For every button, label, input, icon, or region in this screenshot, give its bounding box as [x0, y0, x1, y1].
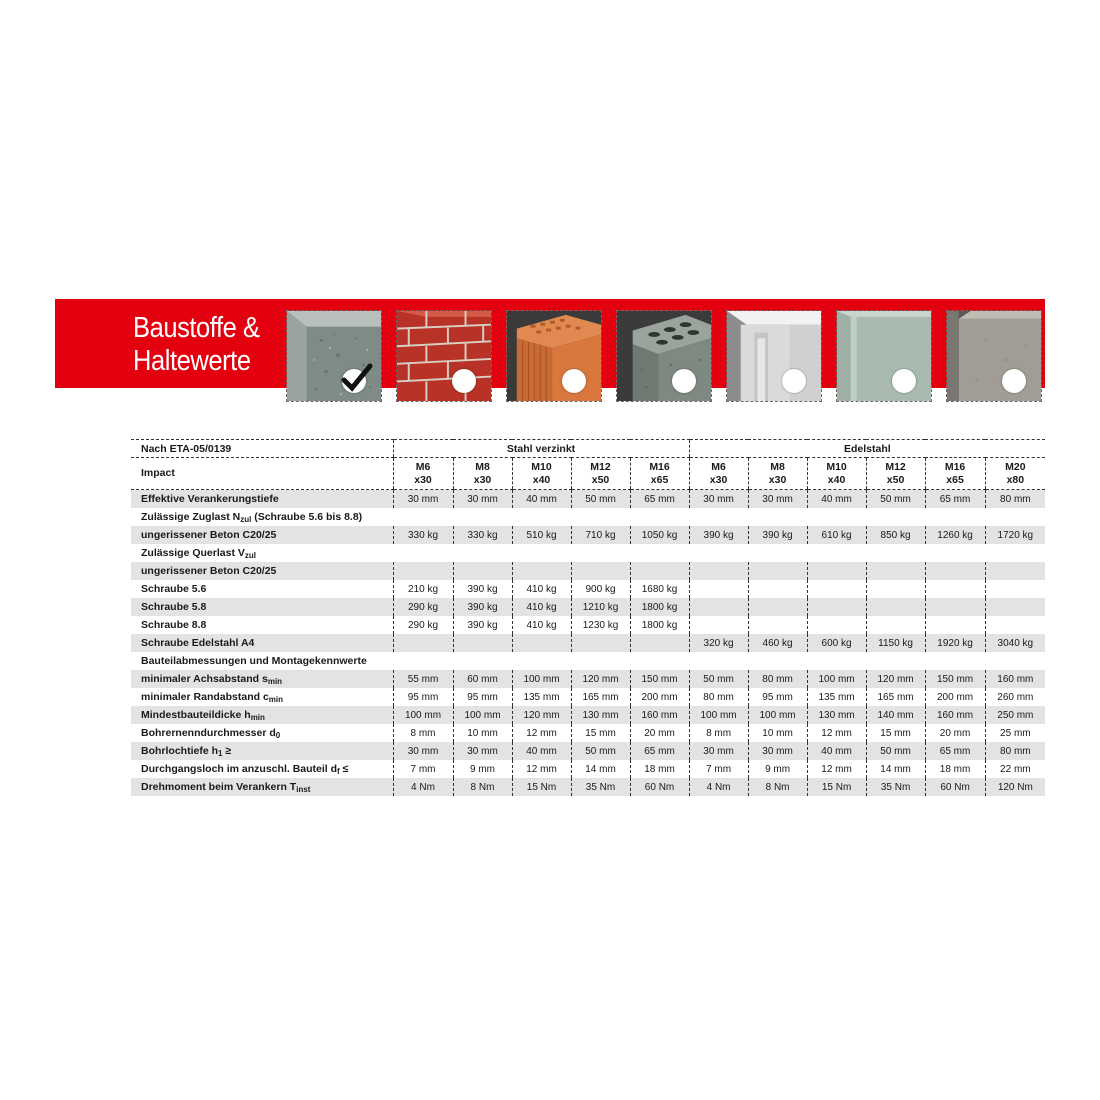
table-cell: 120 mm — [512, 706, 571, 724]
row-label — [131, 598, 393, 616]
table-cell: 1680 kg — [630, 580, 689, 598]
group-header-row — [131, 440, 1045, 458]
table-cell — [866, 598, 925, 616]
table-cell: 30 mm — [689, 490, 748, 509]
row-label — [131, 508, 1045, 526]
table-cell: 160 mm — [630, 706, 689, 724]
selection-circle — [672, 369, 696, 393]
table-cell: 150 mm — [630, 670, 689, 688]
thread-size: M12 — [590, 460, 611, 473]
table-cell: 30 mm — [453, 490, 512, 509]
row-label — [131, 562, 393, 580]
table-cell: 130 mm — [807, 706, 866, 724]
table-cell: 165 mm — [571, 688, 630, 706]
table-cell: 130 mm — [571, 706, 630, 724]
approval-label: Nach ETA-05/0139 — [131, 440, 393, 458]
table-row — [131, 634, 1045, 652]
table-cell: 15 mm — [866, 724, 925, 742]
table-cell — [748, 598, 807, 616]
table-cell: 80 mm — [985, 490, 1045, 509]
row-label — [131, 580, 393, 598]
table-cell: 250 mm — [985, 706, 1045, 724]
table-row — [131, 544, 1045, 562]
table-cell: 100 mm — [512, 670, 571, 688]
table-cell — [689, 598, 748, 616]
table-row — [131, 742, 1045, 760]
table-row — [131, 688, 1045, 706]
table-cell: 50 mm — [689, 670, 748, 688]
table-cell: 30 mm — [689, 742, 748, 760]
table-cell — [571, 562, 630, 580]
table-cell — [512, 562, 571, 580]
table-cell: 40 mm — [512, 490, 571, 509]
table-row — [131, 652, 1045, 670]
table-cell: 10 mm — [748, 724, 807, 742]
selection-circle — [562, 369, 586, 393]
anchor-length: x30 — [768, 473, 787, 486]
table-cell: 55 mm — [393, 670, 453, 688]
table-cell — [748, 562, 807, 580]
table-cell: 290 kg — [393, 616, 453, 634]
table-cell: 410 kg — [512, 580, 571, 598]
table-cell: 12 mm — [512, 724, 571, 742]
selection-circle — [782, 369, 806, 393]
table-cell — [689, 616, 748, 634]
table-cell — [393, 634, 453, 652]
table-row — [131, 778, 1045, 796]
table-cell: 210 kg — [393, 580, 453, 598]
table-cell: 50 mm — [571, 742, 630, 760]
size-header-sizes_steel-0 — [393, 458, 453, 490]
table-cell: 65 mm — [925, 742, 985, 760]
specification-table — [131, 439, 1045, 796]
table-cell: 95 mm — [453, 688, 512, 706]
table-cell: 8 Nm — [748, 778, 807, 796]
table-cell: 390 kg — [453, 616, 512, 634]
table-row — [131, 508, 1045, 526]
table-cell: 40 mm — [512, 742, 571, 760]
table-cell: 100 mm — [807, 670, 866, 688]
table-cell: 8 mm — [689, 724, 748, 742]
table-cell — [925, 562, 985, 580]
table-cell: 1150 kg — [866, 634, 925, 652]
table-cell: 7 mm — [689, 760, 748, 778]
table-cell: 50 mm — [866, 742, 925, 760]
table-cell — [393, 562, 453, 580]
table-cell: 100 mm — [393, 706, 453, 724]
table-cell: 7 mm — [393, 760, 453, 778]
table-cell: 12 mm — [807, 724, 866, 742]
table-cell: 410 kg — [512, 598, 571, 616]
table-cell: 135 mm — [807, 688, 866, 706]
row-label-subscript: f — [337, 766, 340, 776]
table-cell: 510 kg — [512, 526, 571, 544]
row-label-text: Bohrernenndurchmesser d — [141, 726, 276, 739]
lochziegel-icon[interactable] — [506, 310, 602, 402]
table-cell: 150 mm — [925, 670, 985, 688]
anchor-length: x40 — [532, 473, 551, 486]
table-cell: 390 kg — [748, 526, 807, 544]
anchor-length: x30 — [414, 473, 432, 486]
table-cell: 80 mm — [985, 742, 1045, 760]
table-row — [131, 706, 1045, 724]
table-cell — [748, 616, 807, 634]
table-row — [131, 670, 1045, 688]
table-cell: 140 mm — [866, 706, 925, 724]
anchor-length: x30 — [473, 473, 492, 486]
size-header-sizes_steel-1 — [453, 458, 512, 490]
anchor-length: x30 — [709, 473, 728, 486]
table-cell — [807, 580, 866, 598]
table-cell: 50 mm — [571, 490, 630, 509]
thread-size: M6 — [711, 460, 726, 473]
table-cell — [925, 598, 985, 616]
table-cell: 20 mm — [630, 724, 689, 742]
table-cell: 1720 kg — [985, 526, 1045, 544]
row-label-subscript: zul — [240, 514, 252, 524]
table-cell: 900 kg — [571, 580, 630, 598]
table-cell — [807, 598, 866, 616]
table-cell: 120 mm — [866, 670, 925, 688]
leichtbeton-hohlblock-icon[interactable] — [616, 310, 712, 402]
row-label — [131, 490, 393, 509]
table-cell: 260 mm — [985, 688, 1045, 706]
thread-size: M12 — [885, 460, 906, 473]
table-cell: 12 mm — [807, 760, 866, 778]
row-label-text: Effektive Verankerungstiefe — [141, 493, 279, 505]
table-cell: 14 mm — [571, 760, 630, 778]
banner-title-line1: Baustoffe & — [133, 312, 260, 344]
table-cell: 8 Nm — [453, 778, 512, 796]
size-header-sizes_stainless-4 — [925, 458, 985, 490]
table-cell: 65 mm — [925, 490, 985, 509]
table-cell — [985, 598, 1045, 616]
row-label-text: Schraube 5.6 — [141, 583, 207, 595]
table-cell: 18 mm — [630, 760, 689, 778]
row-label-text: Schraube Edelstahl A4 — [141, 637, 255, 649]
table-cell: 15 mm — [571, 724, 630, 742]
table-cell: 290 kg — [393, 598, 453, 616]
thread-size: M16 — [649, 460, 670, 473]
table-cell — [748, 580, 807, 598]
row-label-subscript: 0 — [275, 730, 281, 740]
table-cell: 4 Nm — [393, 778, 453, 796]
table-cell: 100 mm — [689, 706, 748, 724]
table-cell — [985, 562, 1045, 580]
row-label — [131, 778, 393, 796]
row-label-text: Bohrlochtiefe h — [141, 744, 219, 757]
table-cell: 8 mm — [393, 724, 453, 742]
table-cell: 600 kg — [807, 634, 866, 652]
thread-size: M16 — [944, 460, 966, 473]
table-cell — [571, 634, 630, 652]
beton-icon[interactable] — [286, 310, 382, 402]
table-cell: 35 Nm — [571, 778, 630, 796]
table-cell: 30 mm — [393, 742, 453, 760]
row-label-text: Schraube 5.8 — [141, 601, 207, 613]
row-label-text: ungerissener Beton C20/25 — [141, 565, 277, 577]
size-header-sizes_stainless-1 — [748, 458, 807, 490]
row-label-suffix: (Schraube 5.6 bis 8.8) — [251, 510, 363, 523]
row-label — [131, 670, 393, 688]
table-cell: 160 mm — [985, 670, 1045, 688]
table-cell: 1230 kg — [571, 616, 630, 634]
product-label: Impact — [131, 458, 393, 490]
row-label-text: Zulässige Querlast V — [141, 546, 245, 559]
selection-circle — [452, 369, 476, 393]
table-cell — [807, 562, 866, 580]
row-label-text: Durchgangsloch im anzuschl. Bauteil d — [141, 762, 338, 775]
table-cell: 25 mm — [985, 724, 1045, 742]
table-cell: 710 kg — [571, 526, 630, 544]
row-label — [131, 616, 393, 634]
table-cell — [689, 562, 748, 580]
table-cell — [925, 616, 985, 634]
row-label-subscript: min — [268, 694, 284, 704]
row-label-text: Mindestbauteildicke h — [141, 708, 251, 721]
table-cell: 18 mm — [925, 760, 985, 778]
table-cell: 50 mm — [866, 490, 925, 509]
row-label-text: Drehmoment beim Verankern T — [141, 780, 297, 793]
table-cell: 30 mm — [748, 742, 807, 760]
table-cell: 80 mm — [748, 670, 807, 688]
table-cell — [866, 616, 925, 634]
table-cell — [807, 616, 866, 634]
row-label-subscript: zul — [244, 550, 256, 560]
thread-size: M20 — [1005, 460, 1026, 473]
row-label-suffix: ≥ — [222, 744, 232, 757]
row-label-subscript: 1 — [218, 748, 223, 758]
thread-size: M8 — [770, 460, 785, 473]
table-cell: 30 mm — [393, 490, 453, 509]
table-cell: 1800 kg — [630, 616, 689, 634]
table-cell — [453, 634, 512, 652]
table-cell: 610 kg — [807, 526, 866, 544]
table-row — [131, 562, 1045, 580]
row-label-suffix: ≤ — [339, 762, 349, 775]
row-label — [131, 652, 1045, 670]
table-row — [131, 580, 1045, 598]
table-cell: 460 kg — [748, 634, 807, 652]
table-cell: 1050 kg — [630, 526, 689, 544]
table-cell: 30 mm — [453, 742, 512, 760]
table-row — [131, 760, 1045, 778]
table-cell: 95 mm — [393, 688, 453, 706]
table-cell: 22 mm — [985, 760, 1045, 778]
table-cell: 65 mm — [630, 742, 689, 760]
row-label-subscript: inst — [296, 784, 311, 794]
table-cell: 15 Nm — [807, 778, 866, 796]
table-cell: 1800 kg — [630, 598, 689, 616]
size-header-sizes_steel-4 — [630, 458, 689, 490]
table-cell: 3040 kg — [985, 634, 1045, 652]
row-label — [131, 526, 393, 544]
table-cell: 200 mm — [630, 688, 689, 706]
table-cell: 30 mm — [748, 490, 807, 509]
table-cell — [512, 634, 571, 652]
anchor-length: x65 — [946, 473, 964, 486]
anchor-length: x80 — [1006, 473, 1025, 486]
row-label-subscript: min — [250, 712, 265, 722]
table-row — [131, 490, 1045, 509]
porenbeton-icon[interactable] — [726, 310, 822, 402]
row-label-text: Zulässige Zuglast N — [141, 510, 241, 523]
table-row — [131, 526, 1045, 544]
table-cell: 4 Nm — [689, 778, 748, 796]
table-cell: 100 mm — [748, 706, 807, 724]
row-label — [131, 544, 1045, 562]
size-header-sizes_stainless-0 — [689, 458, 748, 490]
table-cell: 160 mm — [925, 706, 985, 724]
table-cell: 120 mm — [571, 670, 630, 688]
table-cell: 60 Nm — [630, 778, 689, 796]
group-edelstahl: Edelstahl — [689, 440, 1045, 458]
table-cell: 95 mm — [748, 688, 807, 706]
table-cell — [630, 562, 689, 580]
table-cell: 20 mm — [925, 724, 985, 742]
size-header-sizes_stainless-3 — [866, 458, 925, 490]
anchor-length: x50 — [591, 473, 610, 486]
group-stahl-verzinkt: Stahl verzinkt — [393, 440, 689, 458]
table-row — [131, 616, 1045, 634]
anchor-length: x65 — [650, 473, 669, 486]
banner-title-line2: Haltewerte — [133, 345, 251, 377]
size-header-row — [131, 458, 1045, 490]
table-cell — [866, 562, 925, 580]
row-label — [131, 760, 393, 778]
row-label — [131, 742, 393, 760]
table-cell — [985, 616, 1045, 634]
table-cell: 1210 kg — [571, 598, 630, 616]
checkmark-icon — [339, 361, 373, 395]
table-cell: 120 Nm — [985, 778, 1045, 796]
gipskarton-icon[interactable] — [836, 310, 932, 402]
row-label-text: Bauteilabmessungen und Montagekennwerte — [141, 655, 367, 667]
table-cell: 60 Nm — [925, 778, 985, 796]
table-cell — [630, 634, 689, 652]
table-cell: 80 mm — [689, 688, 748, 706]
size-header-sizes_steel-2 — [512, 458, 571, 490]
table-cell: 410 kg — [512, 616, 571, 634]
anchor-length: x50 — [886, 473, 905, 486]
row-label-text: Schraube 8.8 — [141, 619, 207, 631]
table-row — [131, 598, 1045, 616]
table-cell: 390 kg — [453, 598, 512, 616]
table-cell: 40 mm — [807, 490, 866, 509]
table-cell: 9 mm — [453, 760, 512, 778]
table-cell — [866, 580, 925, 598]
row-label-text: minimaler Achsabstand s — [141, 672, 268, 685]
selection-circle — [892, 369, 916, 393]
vollziegel-icon[interactable] — [396, 310, 492, 402]
row-label — [131, 634, 393, 652]
table-cell: 40 mm — [807, 742, 866, 760]
row-label-text: minimaler Randabstand c — [141, 690, 269, 703]
table-row — [131, 724, 1045, 742]
selection-circle — [1002, 369, 1026, 393]
table-cell — [689, 580, 748, 598]
row-label-subscript: min — [267, 676, 283, 686]
table-cell: 1920 kg — [925, 634, 985, 652]
table-cell — [985, 580, 1045, 598]
table-cell: 330 kg — [453, 526, 512, 544]
banner-title — [133, 312, 260, 378]
table-cell: 65 mm — [630, 490, 689, 509]
table-cell: 14 mm — [866, 760, 925, 778]
table-cell: 390 kg — [453, 580, 512, 598]
table-cell: 1260 kg — [925, 526, 985, 544]
anchor-length: x40 — [827, 473, 846, 486]
table-cell: 12 mm — [512, 760, 571, 778]
table-cell: 320 kg — [689, 634, 748, 652]
table-cell: 100 mm — [453, 706, 512, 724]
size-header-sizes_stainless-5 — [985, 458, 1045, 490]
table-cell: 165 mm — [866, 688, 925, 706]
thread-size: M10 — [531, 460, 552, 473]
row-label — [131, 706, 393, 724]
table-cell: 15 Nm — [512, 778, 571, 796]
naturstein-icon[interactable] — [946, 310, 1042, 402]
size-header-sizes_steel-3 — [571, 458, 630, 490]
table-cell — [925, 580, 985, 598]
thread-size: M6 — [415, 460, 431, 473]
table-cell: 10 mm — [453, 724, 512, 742]
table-cell: 135 mm — [512, 688, 571, 706]
row-label — [131, 724, 393, 742]
row-label — [131, 688, 393, 706]
table-cell: 390 kg — [689, 526, 748, 544]
size-header-sizes_stainless-2 — [807, 458, 866, 490]
table-cell: 850 kg — [866, 526, 925, 544]
table-cell — [453, 562, 512, 580]
thread-size: M10 — [826, 460, 847, 473]
table-cell: 9 mm — [748, 760, 807, 778]
table-cell: 200 mm — [925, 688, 985, 706]
row-label-text: ungerissener Beton C20/25 — [141, 529, 277, 541]
table-cell: 35 Nm — [866, 778, 925, 796]
table-cell: 60 mm — [453, 670, 512, 688]
table-cell: 330 kg — [393, 526, 453, 544]
thread-size: M8 — [475, 460, 490, 473]
